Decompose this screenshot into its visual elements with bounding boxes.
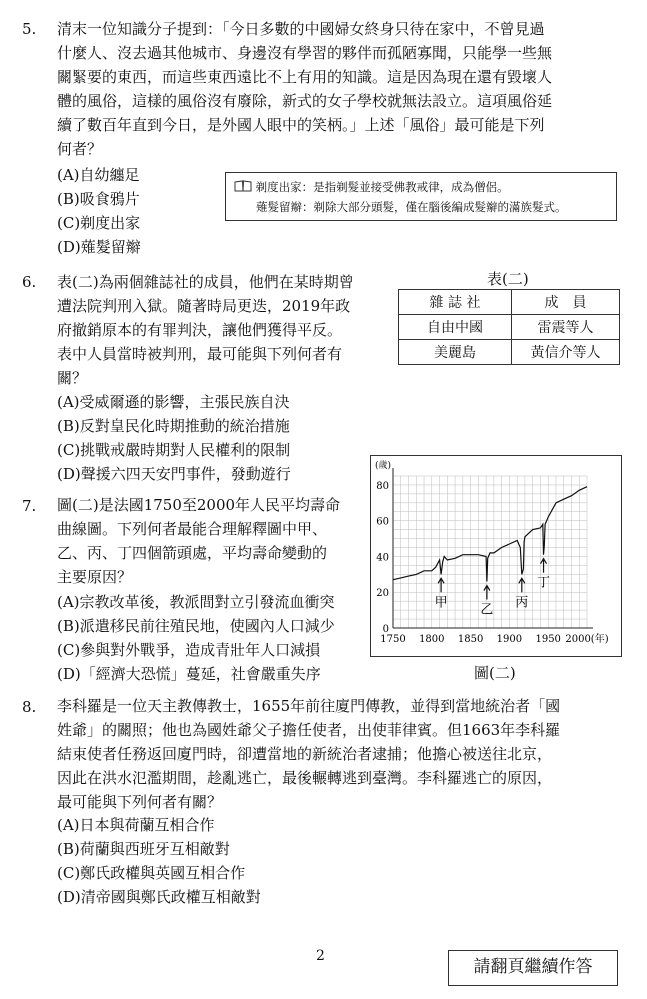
q7-option-d[interactable]: (D)「經濟大恐慌」蔓延，社會嚴重失序 — [57, 665, 321, 683]
q5-option-d[interactable]: (D)薙髮留辮 — [57, 238, 141, 256]
y-tick-label: 0 — [382, 624, 389, 635]
annotation-label: 丙 — [515, 595, 529, 611]
q7-stem-line: 曲線圖。下列何者最能合理解釋圖中甲、 — [57, 520, 328, 538]
q5-option-b[interactable]: (B)吸食鴉片 — [57, 190, 140, 208]
q8-stem-line: 姓爺」的關照；他也為國姓爺父子擔任使者，出使菲律賓。但1663年李科羅 — [57, 721, 561, 739]
q7-stem-line: 乙、丙、丁四個箭頭處，平均壽命變動的 — [57, 544, 328, 562]
q8-number: 8. — [22, 698, 37, 716]
table-cell: 美麗島 — [399, 340, 512, 365]
q7-option-b[interactable]: (B)派遣移民前往殖民地，使國內人口減少 — [57, 617, 335, 635]
table-header-row — [399, 290, 620, 315]
table-row — [399, 315, 620, 340]
q8-option-c[interactable]: (C)鄭氏政權與英國互相合作 — [57, 864, 246, 882]
q8-option-d[interactable]: (D)清帝國與鄭氏政權互相敵對 — [57, 888, 261, 906]
q8-stem-line: 結束使者任務返回廈門時，卻遭當地的新統治者逮捕；他擔心被送往北京， — [57, 745, 553, 763]
x-tick-label: 1900 — [496, 634, 523, 645]
book-icon — [234, 178, 252, 190]
q5-stem-line: 續了數百年直到今日，是外國人眼中的笑柄。」上述「風俗」最可能是下列 — [57, 116, 545, 134]
q5-stem-line: 體的風俗，這樣的風俗沒有廢除，新式的女子學校就無法設立。這項風俗延 — [57, 92, 553, 110]
y-tick-label: 60 — [376, 516, 389, 528]
q5-stem — [57, 17, 627, 161]
q6-stem-line: 府撤銷原本的有罪判決，讓他們獲得平反。 — [57, 321, 343, 339]
q5-option-a[interactable]: (A)自幼纏足 — [57, 166, 140, 184]
annotation-label: 甲 — [434, 595, 448, 611]
q7-stem-line: 圖(二)是法國1750至2000年人民平均壽命 — [57, 496, 341, 514]
q8-stem-line: 因此在洪水氾濫期間，趁亂逃亡，最後輾轉逃到臺灣。李科羅逃亡的原因， — [57, 769, 553, 787]
q7-number: 7. — [22, 497, 37, 515]
table-cell: 雷震等人 — [512, 315, 620, 340]
x-tick-label: 1850 — [457, 634, 484, 645]
q6-stem — [57, 270, 397, 390]
q6-stem-line: 關？ — [57, 369, 88, 387]
x-tick-label: 2000(年) — [565, 634, 609, 645]
continue-notice: 請翻頁繼續作答 — [448, 950, 618, 986]
q6-option-a[interactable]: (A)受威爾遜的影響，主張民族自決 — [57, 393, 290, 411]
life-expectancy-line — [393, 487, 587, 582]
q6-stem-line: 遭法院判刑入獄。隨著時局更迭，2019年政 — [57, 297, 351, 315]
table-header-cell: 雜 誌 社 — [399, 290, 512, 315]
table-2 — [398, 289, 620, 365]
table-row — [399, 340, 620, 365]
q6-option-c[interactable]: (C)挑戰戒嚴時期對人民權利的限制 — [57, 441, 291, 459]
table-cell: 黃信介等人 — [512, 340, 620, 365]
q8-stem — [57, 694, 632, 814]
figure-2-chart — [370, 455, 622, 657]
q8-option-a[interactable]: (A)日本與荷蘭互相合作 — [57, 816, 215, 834]
y-tick-label: 40 — [376, 552, 389, 564]
q5-stem-line: 何者？ — [57, 140, 103, 158]
q8-options — [57, 813, 261, 909]
q5-options — [57, 163, 141, 259]
q5-number: 5. — [22, 20, 37, 38]
q8-stem-line: 李科羅是一位天主教傳教士，1655年前往廈門傳教，並得到當地統治者「國 — [57, 697, 561, 715]
table-header-cell: 成 員 — [512, 290, 620, 315]
y-axis-label: (歲) — [375, 461, 392, 471]
q7-option-a[interactable]: (A)宗教改革後，教派間對立引發流血衝突 — [57, 593, 335, 611]
y-tick-label: 20 — [376, 588, 389, 600]
glossary-line: 薙髮留辮：剃除大部分頭髮，僅在腦後編成髮辮的滿族髮式。 — [256, 200, 567, 214]
annotation-label: 乙 — [480, 602, 494, 618]
annotation-label: 丁 — [537, 575, 551, 591]
life-expectancy-chart — [371, 456, 621, 656]
table-caption: 表(二) — [487, 270, 529, 288]
table-cell: 自由中國 — [399, 315, 512, 340]
q5-stem-line: 清末一位知識分子提到：「今日多數的中國婦女終身只待在家中，不曾見過 — [57, 20, 545, 38]
q5-option-c[interactable]: (C)剃度出家 — [57, 214, 141, 232]
x-tick-label: 1750 — [380, 634, 406, 645]
q7-options — [57, 590, 335, 686]
q6-stem-line: 表(二)為兩個雜誌社的成員，他們在某時期曾 — [57, 273, 354, 291]
q6-options — [57, 390, 291, 486]
q5-stem-line: 什麼人、沒去過其他城市、身邊沒有學習的夥伴而孤陋寡聞，只能學一些無 — [57, 44, 553, 62]
y-tick-label: 80 — [376, 480, 389, 492]
x-tick-label: 1800 — [419, 634, 445, 645]
q7-stem — [57, 493, 367, 589]
q8-option-b[interactable]: (B)荷蘭與西班牙互相敵對 — [57, 840, 230, 858]
q7-option-c[interactable]: (C)參與對外戰爭，造成青壯年人口減損 — [57, 641, 321, 659]
q6-stem-line: 表中人員當時被判刑，最可能與下列何者有 — [57, 345, 343, 363]
q5-glossary-note — [225, 172, 617, 221]
glossary-line: 剃度出家：是指剃髮並接受佛教戒律，成為僧侶。 — [255, 180, 509, 194]
page-number: 2 — [316, 948, 325, 964]
q6-number: 6. — [22, 273, 37, 291]
q6-option-d[interactable]: (D)聲援六四天安門事件，發動遊行 — [57, 465, 291, 483]
figure-caption: 圖(二) — [474, 664, 516, 682]
q5-stem-line: 關緊要的東西，而這些東西遠比不上有用的知識。這是因為現在還有毀壞人 — [57, 68, 553, 86]
q6-option-b[interactable]: (B)反對皇民化時期推動的統治措施 — [57, 417, 290, 435]
x-tick-label: 1950 — [535, 634, 561, 645]
q7-stem-line: 主要原因？ — [57, 568, 133, 586]
q8-stem-line: 最可能與下列何者有關？ — [57, 793, 223, 811]
